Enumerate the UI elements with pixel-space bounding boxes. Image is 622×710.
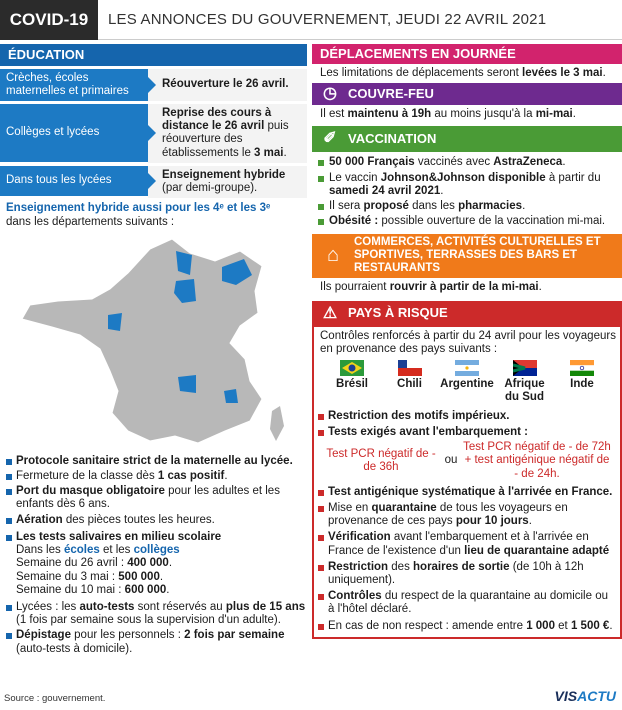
syringe-icon: ✐ bbox=[323, 130, 337, 148]
couvrefeu-header bbox=[312, 83, 622, 105]
shop-icon: ⌂ bbox=[326, 244, 340, 267]
list-item: Le vaccin Johnson&Johnson disponible à partir du samedi 24 avril 2021. bbox=[318, 172, 622, 198]
tests-options bbox=[318, 439, 616, 483]
france-map bbox=[0, 231, 307, 453]
warning-icon: ⚠ bbox=[322, 304, 338, 322]
flag-chile: Chili bbox=[382, 360, 438, 404]
education-row bbox=[0, 166, 307, 198]
clock-icon: ◷ bbox=[323, 85, 337, 103]
tests-list bbox=[0, 531, 307, 544]
education-title: ÉDUCATION bbox=[0, 44, 307, 66]
header bbox=[0, 0, 622, 40]
flag-india: Inde bbox=[554, 360, 610, 404]
row-label: Crèches, écoles maternelles et primaires bbox=[0, 69, 148, 101]
row-label: Collèges et lycées bbox=[0, 104, 148, 162]
pays-intro: Contrôles renforcés à partir du 24 avril pour les voyageurs en provenance des pays suivants : bbox=[320, 329, 616, 355]
pays-box bbox=[312, 327, 622, 639]
hybrid-title: Enseignement hybride aussi pour les 4ᵉ et les 3ᵉ bbox=[6, 202, 271, 215]
lycees-list bbox=[0, 601, 307, 656]
list-item: Obésité : possible ouverture de la vaccination mi-mai. bbox=[318, 215, 622, 228]
test-option-left: Test PCR négatif de - de 36h bbox=[326, 447, 436, 473]
header-title: LES ANNONCES DU GOUVERNEMENT, JEUDI 22 AVRIL 2021 bbox=[108, 10, 547, 28]
couvrefeu-text: Il est maintenu à 19h au moins jusqu'à la mi-mai. bbox=[320, 108, 576, 121]
couvrefeu-title: COUVRE-FEU bbox=[348, 85, 434, 101]
list-item: Dépistage pour les personnels : 2 fois par semaine (auto-tests à domicile). bbox=[6, 629, 307, 655]
commerces-text: Ils pourraient rouvrir à partir de la mi-mai. bbox=[320, 280, 542, 293]
row-label: Dans tous les lycées bbox=[0, 166, 148, 196]
header-tag: COVID-19 bbox=[0, 0, 98, 40]
list-item: Aération des pièces toutes les heures. bbox=[6, 514, 307, 527]
right-column bbox=[312, 44, 622, 639]
list-item: 50 000 Français vaccinés avec AstraZeneca. bbox=[318, 156, 622, 169]
pays-list bbox=[318, 410, 616, 439]
list-item: Vérification avant l'embarquement et à l'arrivée en France de l'existence d'un lieu de quarantaine adapté bbox=[318, 531, 616, 557]
list-item: Tests exigés avant l'embarquement : bbox=[318, 426, 616, 439]
week-line: Semaine du 26 avril : 400 000. bbox=[16, 557, 173, 570]
left-column bbox=[0, 44, 307, 656]
commerces-header bbox=[312, 234, 622, 278]
list-item: Port du masque obligatoire pour les adultes et les enfants dès 6 ans. bbox=[6, 485, 307, 511]
list-item: Les tests salivaires en milieu scolaire bbox=[6, 531, 307, 544]
vaccination-header bbox=[312, 126, 622, 152]
list-item: Mise en quarantaine de tous les voyageurs en provenance de ces pays pour 10 jours. bbox=[318, 502, 616, 528]
list-item: Il sera proposé dans les pharmacies. bbox=[318, 200, 622, 213]
list-item: Restriction des horaires de sortie (de 10h à 12h uniquement). bbox=[318, 561, 616, 587]
list-item: Contrôles du respect de la quarantaine au domicile ou à l'hôtel déclaré. bbox=[318, 590, 616, 616]
tests-sub: Dans les écoles et les collèges bbox=[16, 544, 180, 557]
deplacements-text: Les limitations de déplacements seront levées le 3 mai. bbox=[320, 67, 606, 79]
list-item: Protocole sanitaire strict de la maternelle au lycée. bbox=[6, 455, 307, 468]
commerces-title: COMMERCES, ACTIVITÉS CULTURELLES ET SPORTIVES, TERRASSES DES BARS ET RESTAURANTS bbox=[354, 235, 601, 275]
visactu-logo: VISACTU bbox=[554, 688, 616, 704]
source-note: Source : gouvernement. bbox=[4, 693, 106, 704]
week-line: Semaine du 3 mai : 500 000. bbox=[16, 570, 164, 583]
week-line: Semaine du 10 mai : 600 000. bbox=[16, 583, 170, 596]
hybrid-subtitle: dans les départements suivants : bbox=[6, 215, 175, 228]
flag-brazil: Brésil bbox=[324, 360, 380, 404]
test-or: ou bbox=[444, 454, 458, 467]
list-item: Lycées : les auto-tests sont réservés au plus de 15 ans (1 fois par semaine sous la supervision d'un adulte). bbox=[6, 601, 307, 627]
pays-title: PAYS À RISQUE bbox=[348, 305, 448, 321]
flags-row bbox=[318, 356, 616, 406]
list-item: Fermeture de la classe dès 1 cas positif. bbox=[6, 470, 307, 483]
vaccination-title: VACCINATION bbox=[348, 130, 437, 146]
vaccination-list bbox=[312, 152, 622, 228]
flag-south-africa: Afrique du Sud bbox=[497, 360, 553, 404]
list-item: En cas de non respect : amende entre 1 000 et 1 500 €. bbox=[318, 620, 616, 633]
education-row bbox=[0, 104, 307, 163]
row-value: Enseignement hybride (par demi-groupe). bbox=[148, 166, 307, 198]
flag-argentina: Argentine bbox=[439, 360, 495, 404]
row-value: Réouverture le 26 avril. bbox=[148, 69, 307, 101]
protocol-list bbox=[0, 455, 307, 527]
list-item: Restriction des motifs impérieux. bbox=[318, 410, 616, 423]
test-option-right: Test PCR négatif de - de 72h + test antigénique négatif de - de 24h. bbox=[463, 441, 611, 480]
list-item: Test antigénique systématique à l'arrivée en France. bbox=[318, 486, 616, 499]
deplacements-title: DÉPLACEMENTS EN JOURNÉE bbox=[312, 44, 622, 64]
education-row bbox=[0, 69, 307, 101]
pays-header bbox=[312, 301, 622, 327]
row-value: Reprise des cours à distance le 26 avril puis réouverture des établissements le 3 mai. bbox=[148, 104, 307, 163]
pays-list-2 bbox=[318, 486, 616, 633]
